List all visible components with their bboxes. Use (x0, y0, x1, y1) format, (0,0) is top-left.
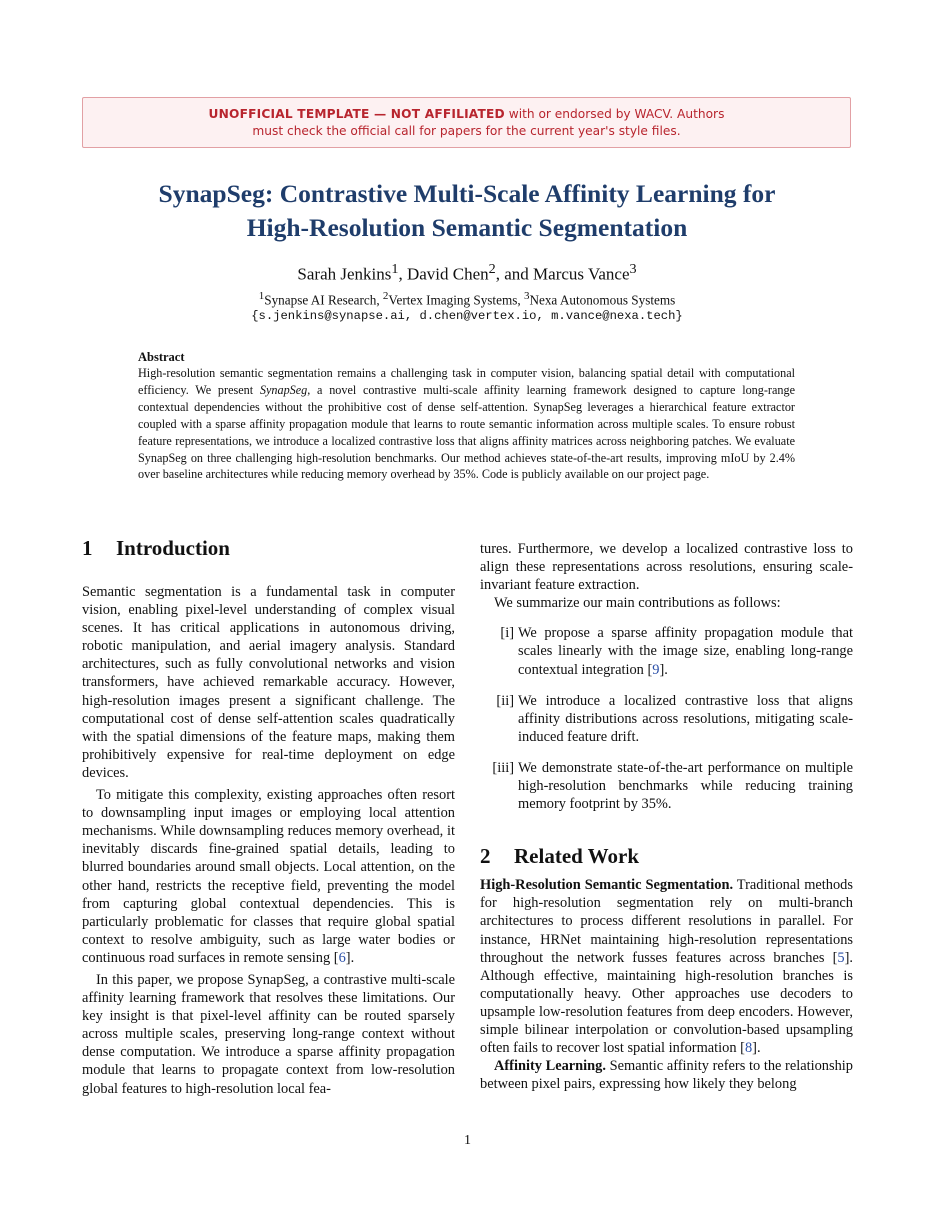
section-heading-introduction (82, 534, 455, 562)
left-column (82, 534, 455, 1098)
contribution-marker: [ii] (496, 692, 514, 709)
paragraph-heading: Affinity Learning. (494, 1058, 606, 1075)
intro-paragraph-2 (82, 786, 455, 967)
author-affil-mark: 1 (391, 261, 399, 277)
intro-paragraph-1: Semantic segmentation is a fundamental task in computer vision, enabling pixel-level understanding of complex visual scenes. It has critical applications in autonomous driving, robotic manipulation, and aerial imagery analysis. Standard architectures, such as fully convolutional networks and vision transformers, have achieved remarkable accuracy. However, high-resolution images present a significant challenge. The computational cost of dense self-attention scales quadratically with the spatial dimensions of the feature maps, making them prohibitively expensive for real-time deployment on edge devices. (82, 584, 455, 781)
affil-num: 3 (523, 290, 530, 302)
contribution-item (480, 624, 853, 678)
citation-link[interactable]: 9 (652, 661, 660, 678)
affiliations: $^1$Synapse AI Research, $^2$Vertex Imaging Systems, $^3$Nexa Autonomous Systems (258, 290, 676, 308)
citation-link[interactable]: 6 (338, 949, 346, 966)
section-number: 2 (480, 844, 491, 869)
author-emails: {s.jenkins@synapse.ai, d.chen@vertex.io, m.vance@nexa.tech} (251, 309, 683, 323)
author-name: David Chen (406, 264, 489, 284)
related-p2-text: Semantic affinity refers to the relationship between pixel pairs, expressing how likely they belong (480, 1058, 853, 1093)
contribution-marker: [iii] (492, 759, 514, 776)
contribution-item (480, 759, 853, 813)
banner-text (203, 106, 730, 140)
contribution-text: We demonstrate state-of-the-art performance on multiple high-resolution benchmarks while reducing training memory footprint by 35%. (518, 759, 853, 813)
related-paragraph-2 (480, 1057, 853, 1093)
method-name: SynapSeg (259, 382, 308, 397)
author-list: Sarah Jenkins$^1$, David Chen$^2$, and Marcus Vance$^3$ (297, 261, 637, 284)
paper-title (82, 177, 852, 245)
paragraph-heading: High-Resolution Semantic Segmentation. (480, 877, 734, 894)
contribution-item (480, 692, 853, 746)
related-p1-text: Traditional methods for high-resolution segmentation rely on multi-branch architectures to process different resolutions in parallel. For instance, HRNet maintaining high-resolution representations throughout the network fusses features across branches [ (480, 877, 853, 966)
section-heading-related-work (480, 842, 853, 870)
author-name: Sarah Jenkins (297, 264, 392, 284)
contribution-text: We propose a sparse affinity propagation module that scales linearly with the image size, enabling long-range contextual integration [ (518, 625, 853, 678)
intro-p2-text: To mitigate this complexity, existing approaches often resort to downsampling input images or employing local attention mechanisms. While downsampling reduces memory overhead, it inevitably discards fine-grained spatial details, leading to blurred boundaries around small objects. Local attention, on the other hand, restricts the receptive field, preventing the model from capturing global contextual dependencies. This is particularly problematic for classes that require global spatial context to resolve ambiguity, such as large water bodies or continuous road surfaces in remote sensing [ (82, 787, 455, 966)
affil-name: Nexa Autonomous Systems (529, 292, 676, 308)
unofficial-template-banner (82, 97, 851, 148)
abstract-text-1: High-resolution semantic segmentation remains a challenging task in computer vision, balancing spatial detail with computational efficiency. We present (138, 366, 795, 397)
contribution-marker: [i] (500, 625, 514, 642)
section-title: Related Work (514, 844, 640, 869)
abstract (138, 349, 795, 483)
affil-num: 2 (382, 290, 389, 302)
intro-paragraph-3-continued: tures. Furthermore, we develop a localized contrastive loss to align these representations across resolutions, ensuring scale-invariant feature extraction. (480, 541, 853, 594)
intro-paragraph-3: In this paper, we propose SynapSeg, a contrastive multi-scale affinity learning framework that resolves these limitations. Our key insight is that pixel-level affinity can be routed sparsely across multiple scales, preserving long-range context without dense computation. We introduce a sparse affinity propagation module that learns to propagate context from low-resolution global features to high-resolution local fea- (82, 971, 455, 1097)
author-affil-mark: 2 (488, 261, 496, 277)
author-name: Marcus Vance (533, 264, 630, 284)
contributions-list (480, 624, 853, 813)
banner-rest: with or endorsed by WACV. Authors must check the official call for papers for the current year's style files. (252, 107, 725, 138)
author-affil-mark: 3 (629, 261, 637, 277)
related-paragraph-1 (480, 876, 853, 1057)
abstract-heading: Abstract (138, 350, 185, 364)
intro-p2-end: ]. (345, 949, 355, 966)
affil-num: 1 (258, 290, 265, 302)
page-number: 1 (464, 1133, 471, 1148)
abstract-text (138, 365, 795, 483)
related-p1-mid: ]. Although effective, maintaining high-resolution branches is computationally heavy. Other approaches use decoders to upsample low-resolution features from deep encoders. However, simple bilinear interpolation or convolution-based upsampling often fails to recover lost spatial information [ (480, 949, 853, 1057)
contribution-text: We introduce a localized contrastive loss that aligns affinity distributions across resolutions, mitigating scale-induced feature drift. (518, 692, 853, 745)
affil-name: Vertex Imaging Systems (388, 292, 518, 308)
citation-link[interactable]: 5 (837, 949, 845, 966)
contribution-end: ]. (659, 661, 668, 678)
section-title: Introduction (116, 536, 230, 560)
citation-link[interactable]: 8 (744, 1040, 753, 1057)
title-line-2: High-Resolution Semantic Segmentation (246, 213, 688, 242)
banner-bold: UNOFFICIAL TEMPLATE — NOT AFFILIATED (208, 107, 505, 121)
related-p1-end: ]. (752, 1040, 761, 1057)
title-line-1: SynapSeg: Contrastive Multi-Scale Affinity Learning for (158, 179, 776, 208)
section-number: 1 (82, 536, 93, 560)
abstract-text-2: , a novel contrastive multi-scale affinity learning framework designed to capture long-range contextual dependencies without the prohibitive cost of dense self-attention. SynapSeg leverages a hierarchical feature extractor coupled with a sparse affinity propagation module that learns to route semantic information across multiple scales. To ensure robust feature representations, we introduce a localized contrastive loss that aligns affinity matrices across neighboring patches. We evaluate SynapSeg on three challenging high-resolution benchmarks. Our method achieves state-of-the-art results, improving mIoU by 2.4% over baseline architectures while reducing memory overhead by 35%. Code is publicly available on our project page. (138, 382, 795, 482)
affil-name: Synapse AI Research (264, 292, 377, 308)
contributions-intro: We summarize our main contributions as follows: (494, 595, 781, 612)
right-column (480, 540, 853, 1093)
